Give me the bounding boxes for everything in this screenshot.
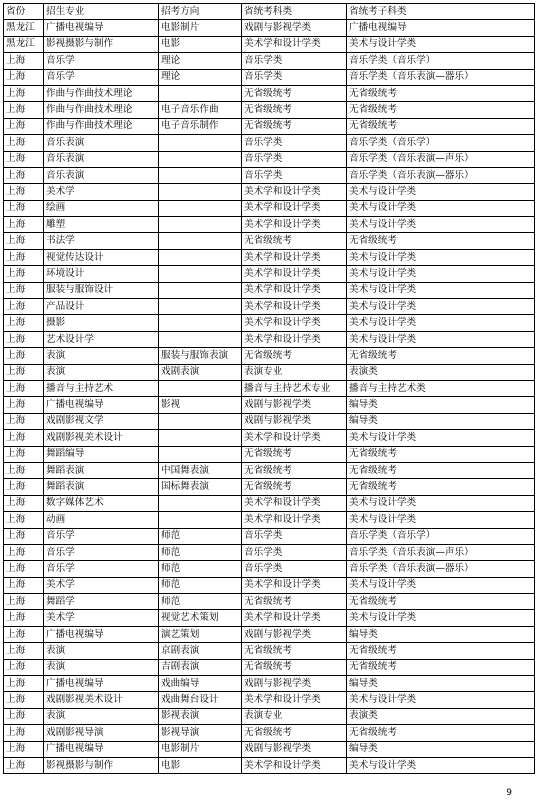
- cell-province: 上海: [4, 692, 44, 708]
- cell-major: 数字媒体艺术: [44, 495, 159, 511]
- cell-exam-category: 音乐学类: [242, 135, 347, 151]
- cell-direction: 戏剧表演: [159, 364, 242, 380]
- cell-province: 上海: [4, 462, 44, 478]
- cell-direction: 吉剧表演: [159, 659, 242, 675]
- cell-major: 作曲与作曲技术理论: [44, 118, 159, 134]
- cell-major: 戏剧影视导演: [44, 725, 159, 741]
- cell-exam-category: 无省级统考: [242, 462, 347, 478]
- cell-exam-subcategory: 无省级统考: [347, 102, 535, 118]
- table-row: [4, 544, 535, 560]
- cell-exam-subcategory: 美术与设计学类: [347, 495, 535, 511]
- cell-major: 作曲与作曲技术理论: [44, 85, 159, 101]
- cell-exam-subcategory: 美术与设计学类: [347, 757, 535, 773]
- cell-direction: [159, 85, 242, 101]
- table-row: [4, 692, 535, 708]
- cell-major: 广播电视编导: [44, 626, 159, 642]
- cell-exam-subcategory: 编导类: [347, 413, 535, 429]
- cell-major: 表演: [44, 348, 159, 364]
- table-row: [4, 561, 535, 577]
- cell-exam-subcategory: 美术与设计学类: [347, 577, 535, 593]
- cell-direction: [159, 266, 242, 282]
- table-row: [4, 20, 535, 36]
- cell-province: 上海: [4, 626, 44, 642]
- cell-exam-subcategory: 无省级统考: [347, 348, 535, 364]
- cell-major: 影视摄影与制作: [44, 36, 159, 52]
- cell-major: 音乐学: [44, 69, 159, 85]
- cell-direction: [159, 495, 242, 511]
- cell-direction: [159, 217, 242, 233]
- table-row: [4, 380, 535, 396]
- table-row: [4, 676, 535, 692]
- cell-direction: 国标舞表演: [159, 479, 242, 495]
- cell-direction: [159, 331, 242, 347]
- cell-major: 摄影: [44, 315, 159, 331]
- header-direction: 招考方向: [159, 4, 242, 20]
- cell-province: 上海: [4, 397, 44, 413]
- cell-exam-subcategory: 美术与设计学类: [347, 299, 535, 315]
- cell-exam-subcategory: 表演类: [347, 364, 535, 380]
- cell-direction: 师范: [159, 528, 242, 544]
- cell-exam-subcategory: 无省级统考: [347, 725, 535, 741]
- table-row: [4, 331, 535, 347]
- cell-province: 上海: [4, 610, 44, 626]
- cell-direction: [159, 299, 242, 315]
- cell-exam-subcategory: 无省级统考: [347, 233, 535, 249]
- cell-exam-subcategory: 美术与设计学类: [347, 249, 535, 265]
- cell-exam-subcategory: 无省级统考: [347, 118, 535, 134]
- table-row: [4, 282, 535, 298]
- cell-exam-subcategory: 美术与设计学类: [347, 184, 535, 200]
- cell-exam-subcategory: 编导类: [347, 676, 535, 692]
- cell-major: 美术学: [44, 610, 159, 626]
- cell-province: 上海: [4, 413, 44, 429]
- header-major: 招生专业: [44, 4, 159, 20]
- cell-direction: 师范: [159, 577, 242, 593]
- cell-direction: 中国舞表演: [159, 462, 242, 478]
- cell-exam-subcategory: 广播电视编导: [347, 20, 535, 36]
- cell-major: 视觉传达设计: [44, 249, 159, 265]
- cell-exam-category: 播音与主持艺术专业: [242, 380, 347, 396]
- table-row: [4, 528, 535, 544]
- cell-exam-subcategory: 美术与设计学类: [347, 315, 535, 331]
- table-header-row: [4, 4, 535, 20]
- cell-province: 上海: [4, 151, 44, 167]
- cell-exam-category: 美术学和设计学类: [242, 249, 347, 265]
- cell-exam-subcategory: 音乐学类（音乐学）: [347, 528, 535, 544]
- cell-province: 上海: [4, 643, 44, 659]
- cell-exam-category: 美术学和设计学类: [242, 200, 347, 216]
- cell-exam-subcategory: 音乐学类（音乐表演—器乐）: [347, 69, 535, 85]
- table-row: [4, 725, 535, 741]
- cell-exam-subcategory: 美术与设计学类: [347, 430, 535, 446]
- table-row: [4, 102, 535, 118]
- cell-major: 表演: [44, 708, 159, 724]
- cell-exam-subcategory: 美术与设计学类: [347, 266, 535, 282]
- cell-major: 音乐学: [44, 53, 159, 69]
- cell-province: 上海: [4, 233, 44, 249]
- cell-exam-category: 美术学和设计学类: [242, 757, 347, 773]
- cell-direction: [159, 200, 242, 216]
- cell-province: 上海: [4, 708, 44, 724]
- cell-province: 上海: [4, 757, 44, 773]
- cell-province: 上海: [4, 348, 44, 364]
- cell-major: 舞蹈表演: [44, 462, 159, 478]
- cell-direction: 电影: [159, 757, 242, 773]
- cell-direction: 演艺策划: [159, 626, 242, 642]
- table-row: [4, 512, 535, 528]
- table-row: [4, 659, 535, 675]
- cell-exam-category: 音乐学类: [242, 69, 347, 85]
- cell-exam-subcategory: 无省级统考: [347, 643, 535, 659]
- table-row: [4, 462, 535, 478]
- cell-exam-category: 戏剧与影视学类: [242, 413, 347, 429]
- cell-major: 服装与服饰设计: [44, 282, 159, 298]
- cell-exam-category: 表演专业: [242, 708, 347, 724]
- cell-exam-subcategory: 美术与设计学类: [347, 610, 535, 626]
- table-row: [4, 85, 535, 101]
- cell-exam-subcategory: 音乐学类（音乐表演—声乐）: [347, 151, 535, 167]
- cell-direction: 影视表演: [159, 708, 242, 724]
- cell-exam-subcategory: 美术与设计学类: [347, 217, 535, 233]
- table-row: [4, 167, 535, 183]
- cell-exam-subcategory: 美术与设计学类: [347, 282, 535, 298]
- cell-province: 黑龙江: [4, 36, 44, 52]
- cell-province: 上海: [4, 577, 44, 593]
- cell-direction: 电影: [159, 36, 242, 52]
- cell-exam-subcategory: 编导类: [347, 626, 535, 642]
- table-row: [4, 757, 535, 773]
- table-body: [4, 4, 535, 774]
- table-row: [4, 577, 535, 593]
- cell-direction: [159, 446, 242, 462]
- cell-major: 音乐学: [44, 544, 159, 560]
- cell-exam-category: 美术学和设计学类: [242, 184, 347, 200]
- cell-exam-subcategory: 编导类: [347, 741, 535, 757]
- cell-province: 上海: [4, 594, 44, 610]
- cell-exam-category: 无省级统考: [242, 659, 347, 675]
- cell-direction: 戏曲编导: [159, 676, 242, 692]
- cell-major: 美术学: [44, 577, 159, 593]
- cell-exam-subcategory: 音乐学类（音乐表演—器乐）: [347, 167, 535, 183]
- cell-exam-category: 音乐学类: [242, 528, 347, 544]
- cell-exam-subcategory: 播音与主持艺术类: [347, 380, 535, 396]
- table-row: [4, 708, 535, 724]
- cell-exam-category: 美术学和设计学类: [242, 282, 347, 298]
- cell-exam-category: 无省级统考: [242, 594, 347, 610]
- table-row: [4, 413, 535, 429]
- cell-direction: [159, 135, 242, 151]
- cell-major: 环境设计: [44, 266, 159, 282]
- cell-exam-category: 戏剧与影视学类: [242, 626, 347, 642]
- cell-direction: [159, 413, 242, 429]
- cell-direction: 电影制片: [159, 20, 242, 36]
- cell-direction: 电子音乐作曲: [159, 102, 242, 118]
- cell-major: 戏剧影视美术设计: [44, 692, 159, 708]
- table-row: [4, 495, 535, 511]
- cell-province: 上海: [4, 69, 44, 85]
- header-province: 省份: [4, 4, 44, 20]
- cell-exam-category: 美术学和设计学类: [242, 610, 347, 626]
- cell-province: 上海: [4, 282, 44, 298]
- cell-major: 产品设计: [44, 299, 159, 315]
- cell-exam-subcategory: 无省级统考: [347, 659, 535, 675]
- cell-direction: [159, 167, 242, 183]
- table-row: [4, 69, 535, 85]
- table-row: [4, 53, 535, 69]
- cell-direction: [159, 282, 242, 298]
- cell-major: 舞蹈编导: [44, 446, 159, 462]
- cell-direction: 师范: [159, 544, 242, 560]
- table-row: [4, 118, 535, 134]
- cell-province: 上海: [4, 299, 44, 315]
- cell-exam-category: 表演专业: [242, 364, 347, 380]
- cell-exam-category: 美术学和设计学类: [242, 692, 347, 708]
- cell-major: 音乐表演: [44, 167, 159, 183]
- cell-exam-category: 美术学和设计学类: [242, 36, 347, 52]
- table-row: [4, 626, 535, 642]
- cell-exam-subcategory: 美术与设计学类: [347, 692, 535, 708]
- cell-exam-category: 戏剧与影视学类: [242, 741, 347, 757]
- cell-exam-subcategory: 无省级统考: [347, 462, 535, 478]
- cell-direction: 服装与服饰表演: [159, 348, 242, 364]
- cell-province: 上海: [4, 430, 44, 446]
- cell-exam-subcategory: 音乐学类（音乐学）: [347, 53, 535, 69]
- cell-exam-subcategory: 美术与设计学类: [347, 200, 535, 216]
- cell-exam-subcategory: 美术与设计学类: [347, 331, 535, 347]
- cell-province: 上海: [4, 315, 44, 331]
- table-row: [4, 430, 535, 446]
- cell-exam-category: 无省级统考: [242, 643, 347, 659]
- cell-exam-category: 音乐学类: [242, 167, 347, 183]
- cell-major: 戏剧影视美术设计: [44, 430, 159, 446]
- table-row: [4, 299, 535, 315]
- cell-exam-category: 美术学和设计学类: [242, 512, 347, 528]
- cell-exam-subcategory: 无省级统考: [347, 446, 535, 462]
- cell-major: 影视摄影与制作: [44, 757, 159, 773]
- cell-province: 上海: [4, 528, 44, 544]
- cell-exam-category: 美术学和设计学类: [242, 331, 347, 347]
- cell-major: 表演: [44, 643, 159, 659]
- cell-direction: 影视: [159, 397, 242, 413]
- cell-exam-category: 戏剧与影视学类: [242, 20, 347, 36]
- cell-exam-category: 音乐学类: [242, 53, 347, 69]
- cell-exam-category: 美术学和设计学类: [242, 315, 347, 331]
- cell-province: 上海: [4, 331, 44, 347]
- cell-major: 舞蹈表演: [44, 479, 159, 495]
- page-number: 9: [506, 788, 512, 798]
- table-row: [4, 643, 535, 659]
- cell-major: 音乐学: [44, 528, 159, 544]
- table-row: [4, 200, 535, 216]
- cell-direction: 电影制片: [159, 741, 242, 757]
- cell-province: 上海: [4, 512, 44, 528]
- cell-province: 黑龙江: [4, 20, 44, 36]
- cell-major: 表演: [44, 659, 159, 675]
- cell-direction: [159, 233, 242, 249]
- table-row: [4, 364, 535, 380]
- cell-province: 上海: [4, 200, 44, 216]
- cell-exam-category: 无省级统考: [242, 85, 347, 101]
- cell-direction: 理论: [159, 53, 242, 69]
- cell-exam-category: 美术学和设计学类: [242, 266, 347, 282]
- cell-exam-subcategory: 无省级统考: [347, 479, 535, 495]
- cell-province: 上海: [4, 135, 44, 151]
- cell-major: 雕塑: [44, 217, 159, 233]
- cell-direction: [159, 249, 242, 265]
- cell-major: 广播电视编导: [44, 741, 159, 757]
- table-row: [4, 446, 535, 462]
- cell-exam-category: 无省级统考: [242, 479, 347, 495]
- table-row: [4, 135, 535, 151]
- cell-exam-category: 美术学和设计学类: [242, 299, 347, 315]
- cell-province: 上海: [4, 102, 44, 118]
- cell-exam-category: 无省级统考: [242, 118, 347, 134]
- cell-province: 上海: [4, 741, 44, 757]
- table-row: [4, 594, 535, 610]
- cell-exam-category: 无省级统考: [242, 446, 347, 462]
- cell-province: 上海: [4, 561, 44, 577]
- cell-major: 舞蹈学: [44, 594, 159, 610]
- table-row: [4, 184, 535, 200]
- cell-direction: 师范: [159, 561, 242, 577]
- cell-major: 音乐表演: [44, 135, 159, 151]
- cell-exam-category: 无省级统考: [242, 233, 347, 249]
- cell-province: 上海: [4, 217, 44, 233]
- table-row: [4, 266, 535, 282]
- cell-exam-category: 戏剧与影视学类: [242, 676, 347, 692]
- cell-direction: [159, 380, 242, 396]
- cell-major: 广播电视编导: [44, 397, 159, 413]
- cell-direction: 电子音乐制作: [159, 118, 242, 134]
- cell-exam-category: 无省级统考: [242, 102, 347, 118]
- cell-direction: 视觉艺术策划: [159, 610, 242, 626]
- table-row: [4, 610, 535, 626]
- cell-exam-subcategory: 编导类: [347, 397, 535, 413]
- cell-major: 表演: [44, 364, 159, 380]
- table-row: [4, 397, 535, 413]
- cell-major: 音乐学: [44, 561, 159, 577]
- cell-province: 上海: [4, 53, 44, 69]
- cell-province: 上海: [4, 659, 44, 675]
- table-row: [4, 151, 535, 167]
- cell-major: 绘画: [44, 200, 159, 216]
- table-row: [4, 217, 535, 233]
- table-row: [4, 348, 535, 364]
- table-row: [4, 741, 535, 757]
- cell-province: 上海: [4, 479, 44, 495]
- table-row: [4, 36, 535, 52]
- header-exam-subcategory: 省统考子科类: [347, 4, 535, 20]
- cell-exam-category: 美术学和设计学类: [242, 430, 347, 446]
- cell-direction: 影视导演: [159, 725, 242, 741]
- cell-exam-category: 音乐学类: [242, 561, 347, 577]
- cell-exam-category: 美术学和设计学类: [242, 495, 347, 511]
- cell-exam-category: 无省级统考: [242, 348, 347, 364]
- cell-exam-category: 音乐学类: [242, 544, 347, 560]
- table-row: [4, 315, 535, 331]
- cell-province: 上海: [4, 380, 44, 396]
- cell-province: 上海: [4, 249, 44, 265]
- cell-exam-category: 无省级统考: [242, 725, 347, 741]
- cell-direction: [159, 315, 242, 331]
- cell-major: 戏剧影视文学: [44, 413, 159, 429]
- cell-major: 广播电视编导: [44, 20, 159, 36]
- cell-province: 上海: [4, 184, 44, 200]
- cell-major: 音乐表演: [44, 151, 159, 167]
- cell-exam-subcategory: 无省级统考: [347, 594, 535, 610]
- cell-major: 播音与主持艺术: [44, 380, 159, 396]
- cell-direction: 京剧表演: [159, 643, 242, 659]
- cell-exam-subcategory: 美术与设计学类: [347, 512, 535, 528]
- cell-direction: [159, 430, 242, 446]
- cell-exam-category: 美术学和设计学类: [242, 217, 347, 233]
- cell-direction: [159, 512, 242, 528]
- cell-exam-subcategory: 表演类: [347, 708, 535, 724]
- cell-exam-subcategory: 无省级统考: [347, 85, 535, 101]
- cell-major: 作曲与作曲技术理论: [44, 102, 159, 118]
- cell-exam-subcategory: 音乐学类（音乐表演—器乐）: [347, 561, 535, 577]
- cell-direction: [159, 151, 242, 167]
- admissions-table: [3, 3, 535, 774]
- cell-exam-subcategory: 音乐学类（音乐学）: [347, 135, 535, 151]
- cell-major: 美术学: [44, 184, 159, 200]
- table-row: [4, 479, 535, 495]
- cell-direction: [159, 184, 242, 200]
- cell-exam-subcategory: 音乐学类（音乐表演—声乐）: [347, 544, 535, 560]
- cell-province: 上海: [4, 118, 44, 134]
- cell-province: 上海: [4, 167, 44, 183]
- cell-direction: 戏曲舞台设计: [159, 692, 242, 708]
- table-row: [4, 249, 535, 265]
- cell-province: 上海: [4, 446, 44, 462]
- cell-exam-category: 戏剧与影视学类: [242, 397, 347, 413]
- cell-province: 上海: [4, 85, 44, 101]
- cell-major: 广播电视编导: [44, 676, 159, 692]
- cell-province: 上海: [4, 725, 44, 741]
- cell-exam-category: 美术学和设计学类: [242, 577, 347, 593]
- cell-major: 书法学: [44, 233, 159, 249]
- cell-province: 上海: [4, 544, 44, 560]
- cell-direction: 理论: [159, 69, 242, 85]
- cell-exam-category: 音乐学类: [242, 151, 347, 167]
- cell-province: 上海: [4, 364, 44, 380]
- cell-exam-subcategory: 美术与设计学类: [347, 36, 535, 52]
- cell-major: 艺术设计学: [44, 331, 159, 347]
- cell-province: 上海: [4, 495, 44, 511]
- cell-province: 上海: [4, 266, 44, 282]
- table-row: [4, 233, 535, 249]
- cell-direction: 师范: [159, 594, 242, 610]
- cell-major: 动画: [44, 512, 159, 528]
- header-exam-category: 省统考科类: [242, 4, 347, 20]
- cell-province: 上海: [4, 676, 44, 692]
